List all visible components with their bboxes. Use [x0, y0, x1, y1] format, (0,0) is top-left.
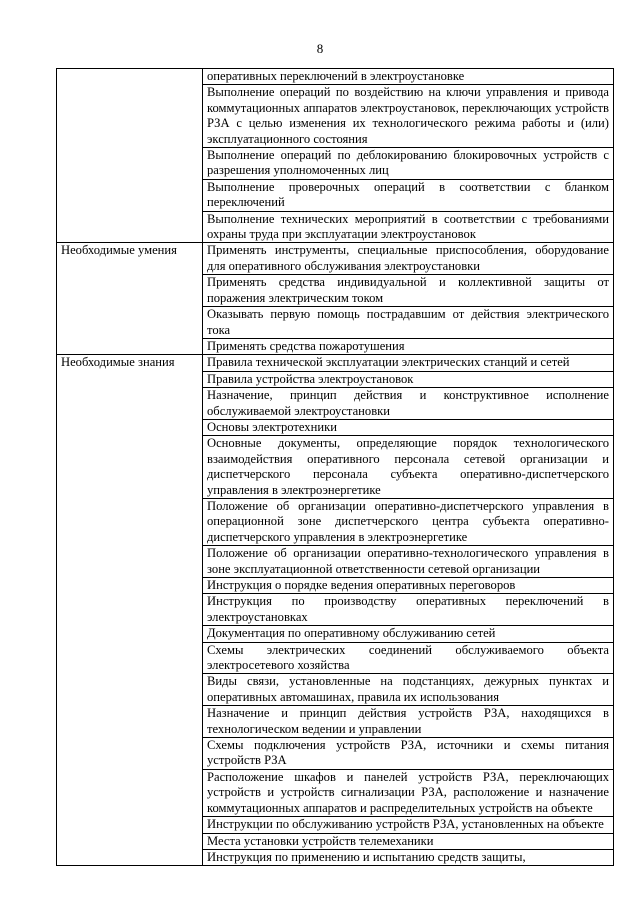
- list-item: Правила технической эксплуатации электрических станций и сетей: [203, 355, 614, 371]
- list-item: Правила устройства электроустановок: [203, 371, 614, 387]
- table-row: [57, 355, 614, 371]
- list-item: Места установки устройств телемеханики: [203, 833, 614, 849]
- list-item: Основы электротехники: [203, 419, 614, 435]
- list-item: Применять средства индивидуальной и коллективной защиты от поражения электрическим током: [203, 275, 614, 307]
- list-item: Оказывать первую помощь пострадавшим от действия электрического тока: [203, 307, 614, 339]
- list-item: Назначение и принцип действия устройств РЗА, находящихся в технологическом ведении и управлении: [203, 706, 614, 738]
- list-item: Инструкция по применению и испытанию средств защиты,: [203, 849, 614, 865]
- section-title: [57, 69, 203, 243]
- list-item: Выполнение операций по воздействию на ключи управления и привода коммутационных аппаратов электроустановок, переключающих устройств РЗА с целью изменения их технологического режима работы и (или) эксплуатационного состояния: [203, 85, 614, 148]
- page-number: 8: [316, 41, 324, 56]
- list-item: Виды связи, установленные на подстанциях, дежурных пунктах и оперативных автомашинах, правила их использования: [203, 674, 614, 706]
- list-item: Выполнение технических мероприятий в соответствии с требованиями охраны труда при эксплуатации электроустановок: [203, 211, 614, 243]
- table-row: [57, 243, 614, 275]
- section-title-skills: Необходимые умения: [57, 243, 203, 355]
- table-row: [57, 69, 614, 85]
- list-item: Положение об организации оперативно-технологического управления в зоне эксплуатационной ответственности сетевой организации: [203, 546, 614, 578]
- list-item: Применять средства пожаротушения: [203, 338, 614, 354]
- list-item: Инструкция по производству оперативных переключений в электроустановках: [203, 594, 614, 626]
- list-item: Выполнение проверочных операций в соответствии с бланком переключений: [203, 179, 614, 211]
- list-item: оперативных переключений в электроустановке: [203, 69, 614, 85]
- list-item: Инструкция о порядке ведения оперативных переговоров: [203, 578, 614, 594]
- list-item: Положение об организации оперативно-диспетчерского управления в операционной зоне диспетчерского центра субъекта оперативно-диспетчерского управления в электроэнергетике: [203, 498, 614, 545]
- list-item: Схемы подключения устройств РЗА, источники и схемы питания устройств РЗА: [203, 738, 614, 770]
- list-item: Инструкции по обслуживанию устройств РЗА, установленных на объекте: [203, 817, 614, 833]
- section-title-knowledge: Необходимые знания: [57, 355, 203, 866]
- list-item: Основные документы, определяющие порядок технологического взаимодействия оперативного персонала сетевой организации и диспетчерского персонала субъекта оперативно-диспетчерского управления в электроэнергетике: [203, 436, 614, 499]
- list-item: Применять инструменты, специальные приспособления, оборудование для оперативного обслуживания электроустановки: [203, 243, 614, 275]
- competency-table: [56, 68, 614, 866]
- list-item: Назначение, принцип действия и конструктивное исполнение обслуживаемой электроустановки: [203, 388, 614, 420]
- list-item: Документация по оперативному обслуживанию сетей: [203, 626, 614, 642]
- list-item: Выполнение операций по деблокированию блокировочных устройств с разрешения уполномоченных лиц: [203, 148, 614, 180]
- list-item: Схемы электрических соединений обслуживаемого объекта электросетевого хозяйства: [203, 642, 614, 674]
- list-item: Расположение шкафов и панелей устройств РЗА, переключающих устройств и устройств сигнализации РЗА, расположение и назначение коммутационных аппаратов и распределительных устройств на объекте: [203, 769, 614, 816]
